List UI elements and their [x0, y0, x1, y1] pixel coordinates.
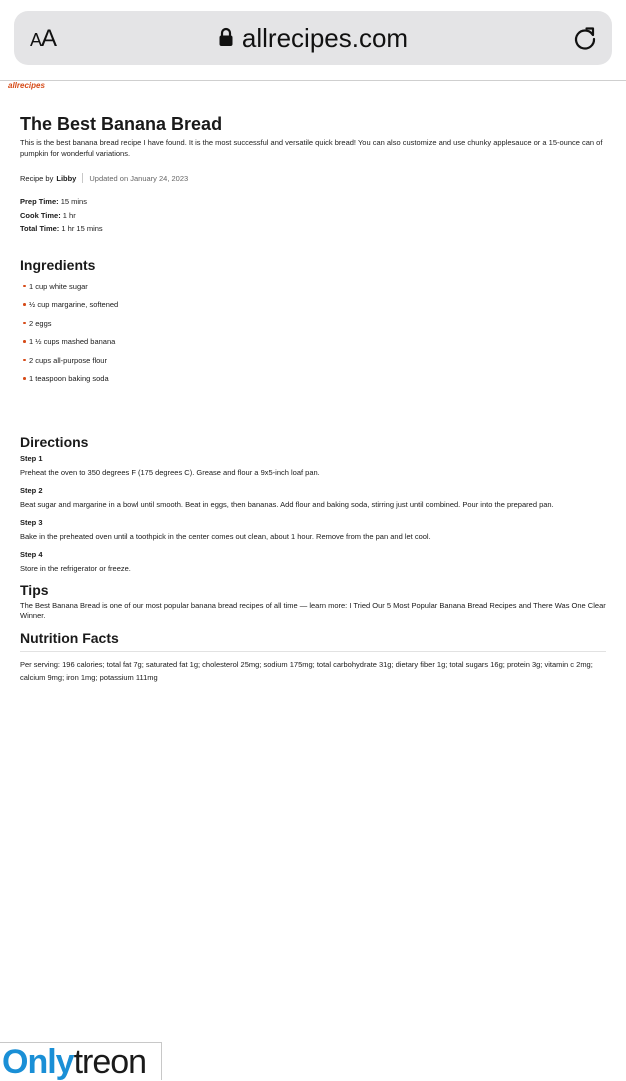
- bullet-icon: [23, 340, 26, 343]
- ingredients-list: [20, 282, 606, 393]
- reload-icon[interactable]: [572, 25, 598, 56]
- bullet-icon: [23, 303, 26, 306]
- bullet-icon: [23, 322, 26, 325]
- updated-date: Updated on January 24, 2023: [89, 173, 189, 183]
- tips-heading: Tips: [20, 581, 49, 598]
- ingredients-heading: Ingredients: [20, 256, 96, 273]
- byline-divider: [82, 173, 83, 183]
- nutrition-text: Per serving: 196 calories; total fat 7g; saturated fat 1g; cholesterol 25mg; sodium 175mg; total carbohydrate 31g; dietary fiber 1g; total sugars 16g; protein 3g; vitamin c 2mg; calcium 9mg; iron 1mg; potassium 111mg: [20, 659, 593, 682]
- ingredient-item: 1 teaspoon baking soda: [20, 374, 606, 393]
- nutrition-heading: Nutrition Facts: [20, 629, 119, 646]
- bullet-icon: [23, 285, 26, 288]
- direction-step: [20, 517, 606, 543]
- lock-icon: [218, 23, 234, 54]
- cook-time: Cook Time: 1 hr: [20, 210, 76, 220]
- ingredient-item: 2 eggs: [20, 319, 606, 338]
- text-size-button[interactable]: AA: [30, 25, 57, 52]
- step-label: Step 2: [20, 485, 43, 495]
- watermark-part-1: Only: [2, 1043, 74, 1081]
- byline-prefix: Recipe by: [20, 173, 54, 183]
- direction-step: [20, 549, 606, 575]
- recipe-title: The Best Banana Bread: [20, 114, 223, 134]
- directions-heading: Directions: [20, 433, 89, 450]
- address-domain-display[interactable]: [14, 23, 612, 54]
- direction-step: [20, 453, 606, 479]
- author-link[interactable]: Libby: [56, 173, 77, 183]
- toolbar-divider: [0, 80, 626, 81]
- step-text: Beat sugar and margarine in a bowl until smooth. Beat in eggs, then bananas. Add flour and baking soda, stirring just until combined. Pour into the prepared pan.: [20, 499, 554, 509]
- ingredient-item: 1 cup white sugar: [20, 282, 606, 301]
- tips-text: The Best Banana Bread is one of our most popular banana bread recipes of all time — learn more: I Tried Our 5 Most Popular Banana Bread Recipes and There Was One Clear Winner.: [20, 600, 606, 620]
- step-text: Store in the refrigerator or freeze.: [20, 563, 131, 573]
- onlytreon-watermark: [0, 1042, 162, 1080]
- prep-time: Prep Time: 15 mins: [20, 197, 87, 206]
- ingredient-item: 2 cups all-purpose flour: [20, 356, 606, 375]
- ingredient-item: ½ cup margarine, softened: [20, 300, 606, 319]
- step-label: Step 3: [20, 517, 43, 527]
- total-time: Total Time: 1 hr 15 mins: [20, 224, 103, 233]
- allrecipes-logo[interactable]: allrecipes: [8, 81, 45, 90]
- domain-text: allrecipes.com: [241, 23, 409, 53]
- nutrition-divider: [20, 651, 606, 652]
- step-text: Bake in the preheated oven until a toothpick in the center comes out clean, about 1 hour. Remove from the pan and let cool.: [20, 531, 431, 541]
- recipe-description: This is the best banana bread recipe I have found. It is the most successful and versatile quick bread! You can also customize and use chunky applesauce or a 15-ounce can of pumpkin for wonderful variations.: [20, 138, 603, 158]
- recipe-content: [20, 112, 606, 684]
- step-text: Preheat the oven to 350 degrees F (175 degrees C). Grease and flour a 9x5-inch loaf pan.: [20, 467, 320, 477]
- step-label: Step 4: [20, 549, 43, 559]
- step-label: Step 1: [20, 453, 43, 463]
- browser-address-bar[interactable]: [14, 11, 612, 65]
- bullet-icon: [23, 377, 26, 380]
- byline: [20, 173, 606, 183]
- watermark-part-2: treon: [73, 1043, 147, 1081]
- direction-step: [20, 485, 606, 511]
- ingredient-item: 1 ½ cups mashed banana: [20, 337, 606, 356]
- bullet-icon: [23, 359, 26, 362]
- recipe-times: [20, 195, 606, 236]
